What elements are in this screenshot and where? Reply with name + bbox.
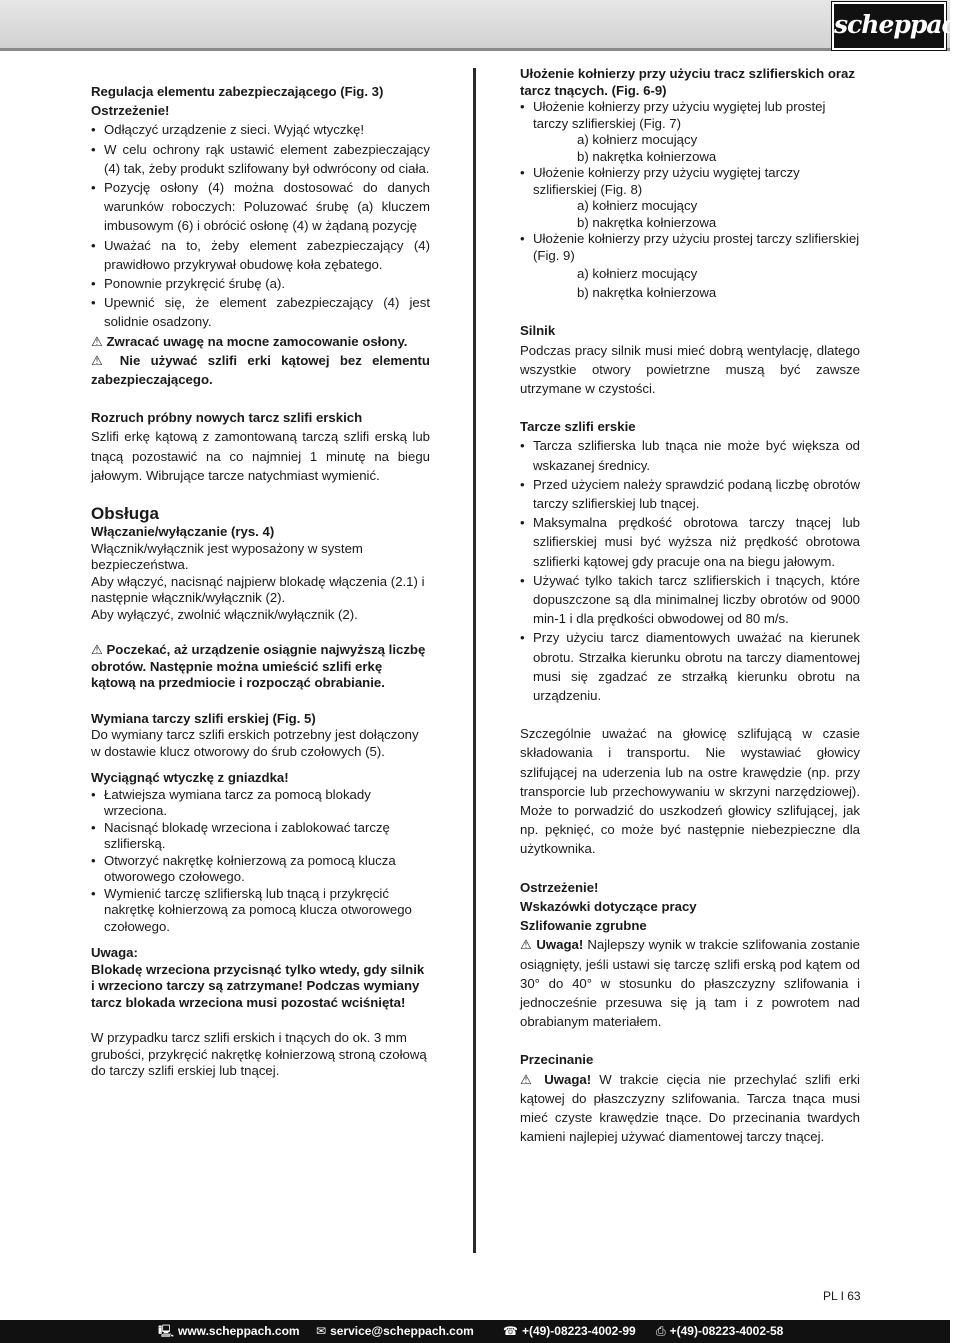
section-title: Regulacja elementu zabezpieczającego (Fig. 3)	[91, 84, 384, 99]
paragraph: Do wymiany tarcz szlifi erskich potrzebny jest dołączony w dostawie klucz otworowy do śrub czołowych (5).	[91, 727, 419, 759]
warning-triangle-icon: ⚠	[91, 352, 110, 368]
section-title: Wyciągnąć wtyczkę z gniazdka!	[91, 770, 289, 786]
paragraph	[520, 1070, 860, 1147]
warning-triangle-icon: ⚠	[520, 1071, 537, 1087]
computer-icon: 🖳	[158, 1324, 175, 1338]
bold-paragraph: Blokadę wrzeciona przycisnąć tylko wtedy, gdy silnik i wrzeciono tarczy są zatrzymane! Podczas wymiany tarcz blokada wrzeciona musi pozostać wciśnięta!	[91, 961, 425, 1010]
left-column	[91, 82, 430, 1080]
section-title: Silnik	[520, 323, 556, 339]
list-item: • Upewnić się, że element zabezpieczający (4) jest solidnie osadzony.	[91, 293, 430, 331]
footer-phone[interactable]	[503, 1320, 636, 1343]
paragraph: Aby wyłączyć, zwolnić włącznik/wyłącznik (2).	[91, 606, 358, 622]
warning-note-text: Poczekać, aż urządzenie osiągnie najwyższą liczbę obrotów. Następnie można umieścić szlifi erkę kątową na przedmiocie i rozpocząć obrabianie.	[91, 642, 426, 691]
warning-note	[91, 332, 430, 351]
list-item: • Wymienić tarczę szlifierską lub tnącą i przykręcić nakrętkę kołnierzową za pomocą klucza otworowego czołowego.	[91, 886, 430, 936]
footer-fax	[656, 1320, 783, 1343]
warning-note	[91, 642, 430, 692]
footer-phone-text: +(49)-08223-4002-99	[521, 1324, 636, 1338]
sub-item: b) nakrętka kołnierzowa	[577, 285, 717, 301]
sub-item: a) kołnierz mocujący	[577, 198, 698, 213]
list-item: • Ułożenie kołnierzy przy użyciu wygiętej lub prostej tarczy szlifierskiej (Fig. 7)	[520, 99, 860, 132]
list-item: • Uważać na to, żeby element zabezpieczający (4) prawidłowo przykrywał obudowę koła zębatego.	[91, 236, 430, 274]
fax-icon: ⎙	[656, 1324, 666, 1338]
footer-email-text: service@scheppach.com	[330, 1324, 474, 1338]
bullet-list	[91, 787, 430, 936]
section-title: Wskazówki dotyczące pracy	[520, 898, 697, 914]
sub-item: b) nakrętka kołnierzowa	[577, 214, 717, 230]
list-item: • Ponownie przykręcić śrubę (a).	[91, 274, 430, 293]
warning-note-text: Nie używać szlifi erki kątowej bez elementu zabezpieczającego.	[91, 352, 430, 388]
footer-email[interactable]	[316, 1320, 474, 1343]
list-item: • Ułożenie kołnierzy przy użyciu prostej tarczy szlifierskiej (Fig. 9)	[520, 231, 860, 264]
footer-bar	[0, 1320, 950, 1343]
sub-item: b) nakrętka kołnierzowa	[577, 148, 717, 164]
attention-label: Uwaga!	[544, 1071, 592, 1087]
list-item: • Otworzyć nakrętkę kołnierzową za pomocą klucza otworowego czołowego.	[91, 853, 430, 886]
chapter-heading: Obsługa	[91, 504, 160, 524]
bullet-list	[520, 165, 860, 198]
list-item: • Odłączyć urządzenie z sieci. Wyjąć wtyczkę!	[91, 120, 430, 139]
list-item: • Pozycję osłony (4) można dostosować do danych warunków roboczych: Poluzować śrubę (a) kluczem imbusowym (6) i obrócić osłonę (4) w żądaną pozycję	[91, 178, 430, 236]
paragraph: Podczas pracy silnik musi mieć dobrą wentylację, dlatego wszystkie otwory powietrzne muszą być zawsze utrzymane w czystości.	[520, 342, 860, 397]
paragraph: Włącznik/wyłącznik jest wyposażony w system bezpieczeństwa.	[91, 540, 363, 573]
section-title: Przecinanie	[520, 1052, 594, 1068]
attention-label: Uwaga!	[536, 937, 584, 953]
section-title: Ułożenie kołnierzy przy użyciu tracz szlifierskich oraz tarcz tnących. (Fig. 6-9)	[520, 66, 855, 98]
paragraph-text: Najlepszy wynik w trakcie szlifowania zostanie osiągnięty, jeśli ustawi się tarczę szlifi erską pod kątem od 30° do 40° w stosunku do płaszczyzny szlifowania i jednocześnie przesuwa się ją tam i z powrotem nad obrabianym materiałem.	[520, 937, 861, 1030]
warning-note	[91, 351, 430, 389]
warning-label: Ostrzeżenie!	[520, 879, 599, 895]
sub-item: a) kołnierz mocujący	[577, 132, 698, 147]
list-item: • Tarcza szlifierska lub tnąca nie może być większa od wskazanej średnicy.	[520, 436, 860, 474]
bullet-list	[91, 120, 430, 331]
list-item: • Przed użyciem należy sprawdzić podaną liczbę obrotów tarczy szlifierskiej lub tnącej.	[520, 475, 860, 513]
brand-logo: scheppach	[832, 2, 946, 50]
section-title: Wymiana tarczy szlifi erskiej (Fig. 5)	[91, 710, 316, 726]
subsection-title: Szlifowanie zgrubne	[520, 918, 647, 934]
paragraph-text: W trakcie cięcia nie przechylać szlifi erki kątowej do płaszczyzny szlifowania. Tarcza tnąca musi mieć czyste krawędzie tnące. Do przecinania twardych kamieni najlepiej używać diamentowej tarczy tnącej.	[520, 1071, 860, 1145]
paragraph: Aby włączyć, nacisnąć najpierw blokadę włączenia (2.1) i następnie włącznik/wyłącznik (2).	[91, 573, 425, 606]
list-item: • Używać tylko takich tarcz szlifierskich i tnących, które dopuszczone są dla minimalnej liczby obrotów od 9000 min-1 i dla prędkości obwodowej od 80 m/s.	[520, 571, 860, 629]
paragraph: W przypadku tarcz szlifi erskich i tnących do ok. 3 mm grubości, przykręcić nakrętkę kołnierzową stroną czołową do tarczy szlifi erskiej lub tnącej.	[91, 1030, 427, 1079]
right-column	[520, 66, 860, 1146]
footer-fax-text: +(49)-08223-4002-58	[669, 1324, 784, 1338]
list-item: • Ułożenie kołnierzy przy użyciu wygiętej tarczy szlifierskiej (Fig. 8)	[520, 165, 860, 198]
warning-triangle-icon: ⚠	[91, 333, 103, 349]
footer-website[interactable]	[158, 1320, 300, 1343]
bullet-list	[520, 231, 860, 264]
section-title: Włączanie/wyłączanie (rys. 4)	[91, 524, 275, 540]
warning-triangle-icon: ⚠	[520, 937, 533, 953]
paragraph: Szczególnie uważać na głowicę szlifującą w czasie składowania i transportu. Nie wystawiać głowicy szlifującej na uderzenia lub na ostre krawędzie (np. przy transporcie lub przechowywaniu w skrzyni narzędziowej). Może to porwadzić do uszkodzeń głowicy szlifującej, jak np. pęknięć, co może być następnie niebezpieczne dla użytkownika.	[520, 726, 860, 857]
list-item: • W celu ochrony rąk ustawić element zabezpieczający (4) tak, żeby produkt szlifowany był odwrócony od ciała.	[91, 140, 430, 178]
page-number: PL I 63	[823, 1289, 861, 1303]
bullet-list	[520, 436, 860, 705]
paragraph	[520, 935, 860, 1031]
bullet-list	[520, 99, 860, 132]
section-title: Tarcze szlifi erskie	[520, 419, 636, 435]
paragraph: Szlifi erkę kątową z zamontowaną tarczą szlifi erską lub tnącą pozostawić na co najmniej 1 minutę na biegu jałowym. Wibrujące tarcze natychmiast wymienić.	[91, 429, 430, 483]
footer-website-text: www.scheppach.com	[178, 1324, 300, 1338]
warning-label: Ostrzeżenie!	[91, 103, 170, 119]
list-item: • Nacisnąć blokadę wrzeciona i zablokować tarczę szlifierską.	[91, 820, 430, 853]
envelope-icon: ✉	[316, 1324, 327, 1338]
warning-note-text: Zwracać uwagę na mocne zamocowanie osłony.	[106, 333, 408, 349]
column-divider	[473, 68, 476, 1253]
phone-icon: ☎	[503, 1324, 518, 1338]
warning-triangle-icon: ⚠	[91, 642, 103, 658]
list-item: • Przy użyciu tarcz diamentowych uważać na kierunek obrotu. Strzałka kierunku obrotu na tarczy diamentowej musi się zgadzać ze strzałką kierunku obrotu na urządzeniu.	[520, 628, 860, 705]
header-bar	[0, 0, 973, 51]
sub-item: a) kołnierz mocujący	[577, 266, 698, 281]
section-title: Rozruch próbny nowych tarcz szlifi erskich	[91, 410, 363, 426]
list-item: • Łatwiejsza wymiana tarcz za pomocą blokady wrzeciona.	[91, 787, 430, 820]
section-title: Uwaga:	[91, 945, 138, 961]
list-item: • Maksymalna prędkość obrotowa tarczy tnącej lub szlifierskiej musi być wyższa niż prędkość obrotowa szlifierki kątowej gdy pracuje ona na biegu jałowym.	[520, 513, 860, 571]
